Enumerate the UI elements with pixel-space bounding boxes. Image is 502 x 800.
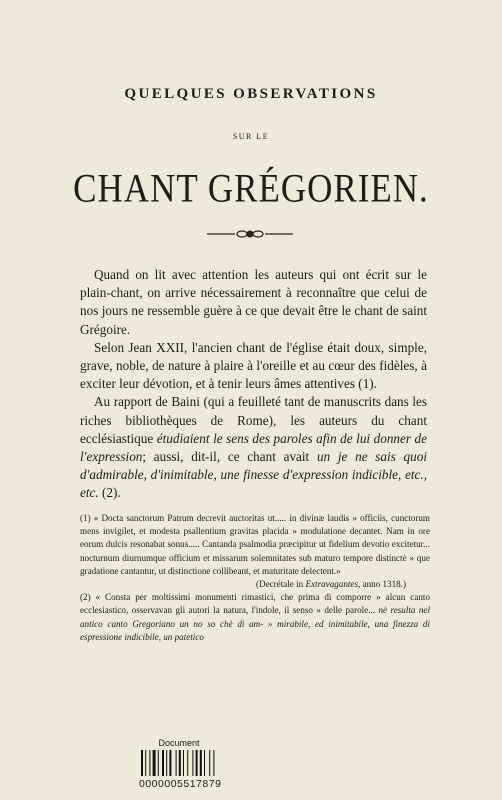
p3-italic-2: un je ne sais quoi d'admirable, d'inimitable, une finesse d'expression indicible, etc., etc. bbox=[80, 449, 427, 501]
ref-italic: Extravagantes bbox=[305, 579, 358, 590]
footnotes bbox=[80, 512, 430, 644]
document-barcode-stamp bbox=[139, 738, 222, 790]
barcode-icon bbox=[140, 750, 218, 776]
title-main: CHANT GRÉGORIEN. bbox=[73, 166, 429, 211]
footnote-2-part-a: (2) « Consta per moltissimi monumenti rimastici, che prima di comporre » alcun canto ecclesiastico, osservavan gli autori la natura, l'indole, il senso » delle parole... bbox=[80, 592, 430, 616]
p3-part-e: (2). bbox=[98, 485, 121, 501]
footnote-2 bbox=[80, 591, 430, 644]
p3-italic-1: étudiaient le sens des paroles afin de lui donner de l'expression bbox=[80, 430, 427, 465]
footnote-1-reference bbox=[80, 578, 430, 591]
title-line-1: QUELQUES OBSERVATIONS bbox=[124, 86, 378, 102]
ref-part-c: , anno 1318.) bbox=[358, 579, 406, 590]
p3-part-c: ; aussi, dit-il, ce chant avait bbox=[142, 449, 317, 465]
ref-part-a: (Decrétale in bbox=[255, 579, 306, 590]
stamp-number: 0000005517879 bbox=[139, 778, 222, 790]
ornament-divider-icon bbox=[205, 226, 295, 242]
stamp-label: Document bbox=[158, 738, 200, 748]
paragraph-3 bbox=[80, 393, 427, 502]
footnote-1: (1) « Docta sanctorum Patrum decrevit auctoritas ut..... in divinæ laudis » officiis, cunctorum mens invigilet, et modesta psallentium gravitas placida » modulatione decantet. Nam in ore eorum dulcis resonabat sonus..... Cantanda psalmodia præcipitur ut fidelium devotio excitetur... nocturnum diurnumque officium et missarum solemnitates sub maturo tempore distinctè » que gradatione cantantur, ut distinctione collibeant, et maturitate delectent.» bbox=[80, 513, 430, 576]
p3-part-a: Au rapport de Baini (qui a feuilleté tant de manuscrits dans les riches bibliothèques de Rome), les auteurs du chant ecclésiastique bbox=[80, 394, 427, 446]
main-text bbox=[80, 266, 427, 503]
paragraph-2: Selon Jean XXII, l'ancien chant de l'église était doux, simple, grave, noble, de nature à plaire à l'oreille et au cœur des fidèles, à exciter leur dévotion, et à tenir leurs âmes attentives (1). bbox=[80, 339, 427, 392]
paragraph-1: Quand on lit avec attention les auteurs qui ont écrit sur le plain-chant, on arrive nécessairement à reconnaître que celui de nos jours ne ressemble guère à ce que devait être le chant de saint Grégoire. bbox=[80, 267, 427, 337]
footnote-2-italic: nè resulta nel antico canto Gregoriano un no so chè di am- » mirabile, ed inimitabile, una finezza di espressione indicibile, un patetico bbox=[80, 605, 431, 642]
title-line-2: SUR LE bbox=[232, 132, 270, 141]
